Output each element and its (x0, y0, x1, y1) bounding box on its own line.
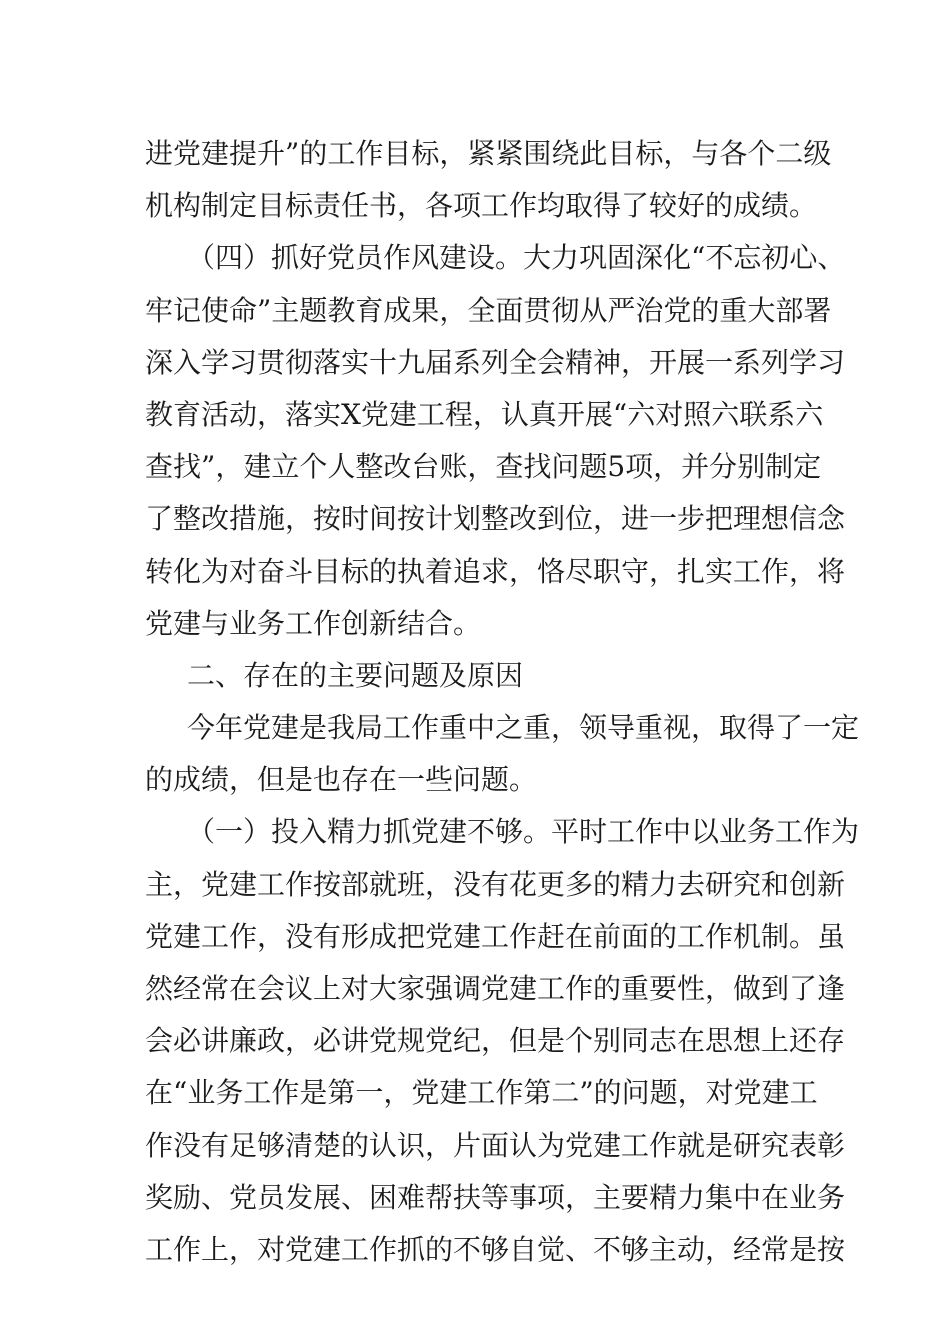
text-line: 牢记使命”主题教育成果，全面贯彻从严治党的重大部署 (145, 293, 832, 327)
paragraph-start-line: 今年党建是我局工作重中之重，领导重视，取得了一定 (187, 711, 860, 745)
text-line: 的成绩，但是也存在一些问题。 (145, 763, 538, 797)
text-line: 奖励、党员发展、困难帮扶等事项，主要精力集中在业务 (145, 1180, 846, 1214)
text-line: 转化为对奋斗目标的执着追求，恪尽职守，扎实工作，将 (145, 554, 846, 588)
text-line: 会必讲廉政，必讲党规党纪，但是个别同志在思想上还存 (145, 1024, 846, 1058)
text-line: 查找”，建立个人整改台账，查找问题5项，并分别制定 (145, 450, 822, 484)
text-line: 了整改措施，按时间按计划整改到位，进一步把理想信念 (145, 502, 846, 536)
section-heading: 二、存在的主要问题及原因 (187, 658, 524, 692)
section-heading-line: （四）抓好党员作风建设。大力巩固深化“不忘初心、 (187, 241, 846, 275)
text-line: 在“业务工作是第一，党建工作第二”的问题，对党建工 (145, 1076, 818, 1110)
text-line: 党建与业务工作创新结合。 (145, 606, 482, 640)
text-line: 教育活动，落实X党建工程，认真开展“六对照六联系六 (145, 397, 824, 431)
text-line: 进党建提升”的工作目标，紧紧围绕此目标，与各个二级 (145, 137, 832, 170)
text-line: 主，党建工作按部就班，没有花更多的精力去研究和创新 (145, 867, 846, 901)
document-body (145, 128, 860, 1276)
text-line: 然经常在会议上对大家强调党建工作的重要性，做到了逢 (145, 972, 846, 1005)
text-line: 深入学习贯彻落实十九届系列全会精神，开展一系列学习 (145, 345, 846, 379)
section-heading-line: （一）投入精力抓党建不够。平时工作中以业务工作为 (187, 815, 860, 849)
text-line: 机构制定目标责任书，各项工作均取得了较好的成绩。 (145, 189, 818, 223)
text-line: 作没有足够清楚的认识，片面认为党建工作就是研究表彰 (145, 1128, 846, 1162)
text-line: 党建工作，没有形成把党建工作赶在前面的工作机制。虽 (145, 919, 846, 953)
text-line: 工作上，对党建工作抓的不够自觉、不够主动，经常是按 (145, 1232, 846, 1266)
